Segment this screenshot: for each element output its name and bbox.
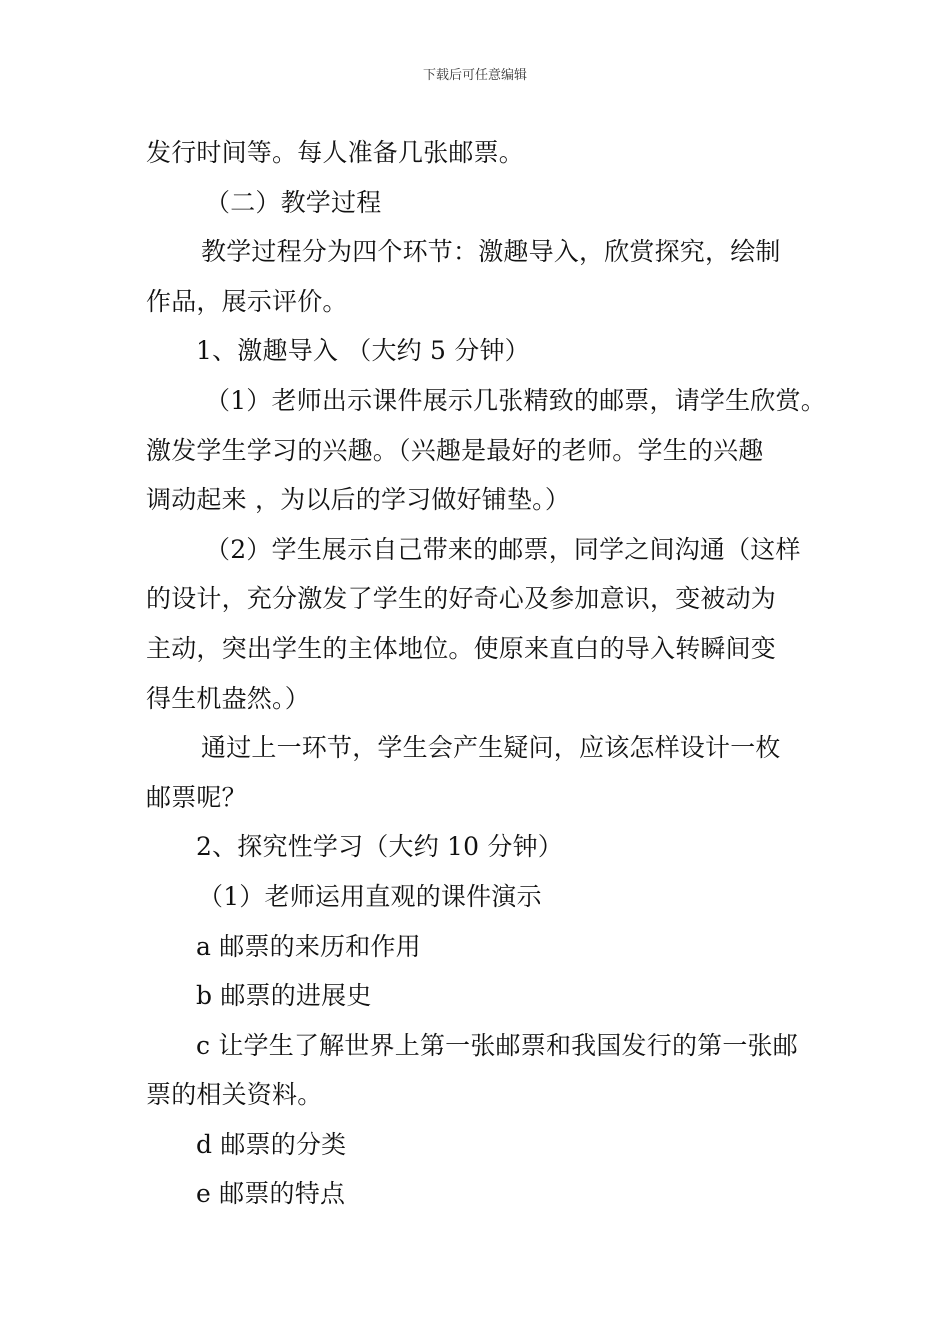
page-header: 下载后可任意编辑 <box>422 68 527 83</box>
paragraph-line: 邮票呢？ <box>146 782 247 812</box>
subsection-heading: 2、探究性学习（大约 10 分钟） <box>196 832 564 862</box>
paragraph-line: 激发学生学习的兴趣。（兴趣是最好的老师。学生的兴趣 <box>146 435 764 465</box>
paragraph-line: 的设计，充分激发了学生的好奇心及参加意识，变被动为 <box>146 584 777 614</box>
paragraph-line: 教学过程分为四个环节：激趣导入，欣赏探究，绘制 <box>201 237 781 267</box>
list-item: a 邮票的来历和作用 <box>196 931 421 961</box>
paragraph-line: 通过上一环节，学生会产生疑问，应该怎样设计一枚 <box>201 733 781 763</box>
paragraph-line: 调动起来 ，为以后的学习做好铺垫。） <box>146 485 571 515</box>
subsection-heading: 1、激趣导入 （大约 5 分钟） <box>196 336 530 366</box>
list-item: e 邮票的特点 <box>196 1179 346 1209</box>
paragraph-line: 得生机盎然。） <box>146 683 310 713</box>
list-item: b 邮票的进展史 <box>196 981 372 1011</box>
paragraph-line: （1）老师运用直观的课件演示 <box>198 881 542 911</box>
list-item: d 邮票的分类 <box>196 1129 347 1159</box>
document-body <box>146 128 826 1219</box>
section-heading: （二）教学过程 <box>205 187 382 217</box>
paragraph-line: （1）老师出示课件展示几张精致的邮票，请学生欣赏。 <box>205 385 826 415</box>
paragraph-line: （2）学生展示自己带来的邮票，同学之间沟通（这样 <box>205 534 801 564</box>
paragraph-line: 主动，突出学生的主体地位。使原来直白的导入转瞬间变 <box>146 633 777 663</box>
list-item: c 让学生了解世界上第一张邮票和我国发行的第一张邮 <box>196 1030 798 1060</box>
paragraph-line: 发行时间等。每人准备几张邮票。 <box>146 138 525 167</box>
paragraph-line: 作品，展示评价。 <box>146 286 348 316</box>
paragraph-line: 票的相关资料。 <box>146 1080 323 1110</box>
